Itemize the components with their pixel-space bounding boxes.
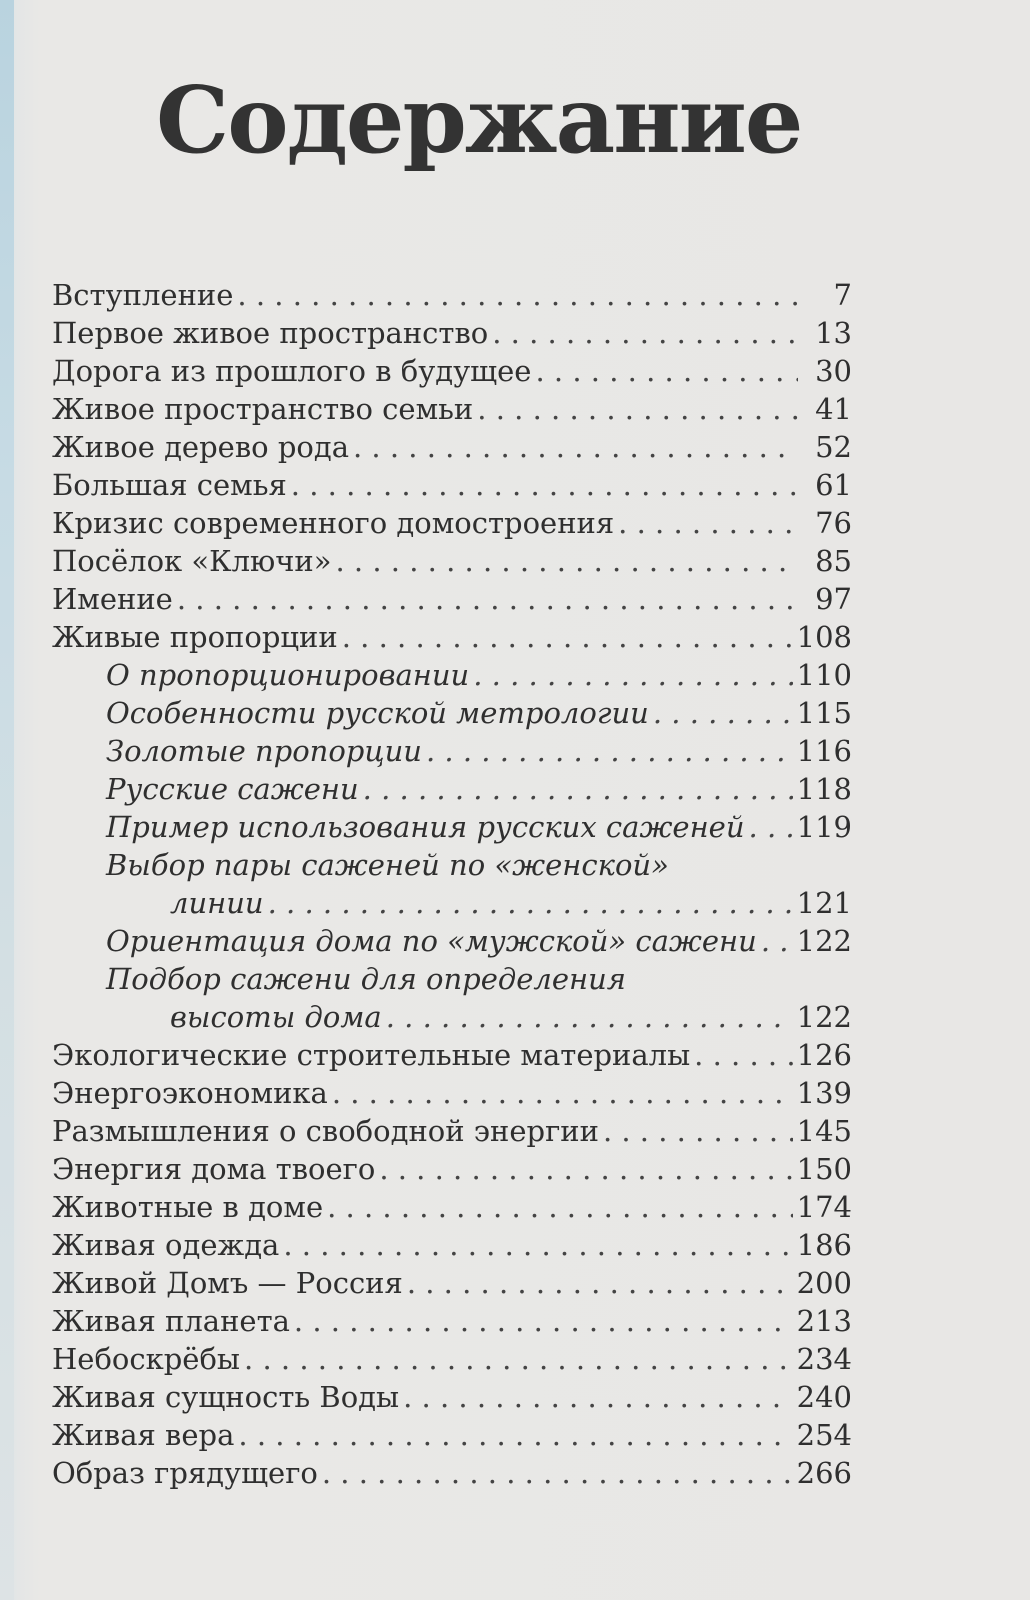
toc-entry-title: Энергоэкономика bbox=[52, 1076, 328, 1110]
toc-entry-title: Имение bbox=[52, 582, 173, 616]
toc-entry bbox=[52, 1416, 852, 1454]
toc-entry-page: 85 bbox=[815, 544, 852, 578]
dot-leader bbox=[407, 1264, 793, 1302]
toc-entry bbox=[52, 1112, 852, 1150]
dot-leader bbox=[603, 1112, 793, 1150]
toc-entry-title: Экологические строительные материалы bbox=[52, 1038, 691, 1072]
toc-entry-page: 13 bbox=[815, 316, 852, 350]
toc-entry-title: Живая одежда bbox=[52, 1228, 280, 1262]
dot-leader bbox=[335, 542, 798, 580]
toc-subentry-continuation bbox=[52, 884, 852, 922]
toc-entry bbox=[52, 1074, 852, 1112]
toc-entry-title: Небоскрёбы bbox=[52, 1342, 241, 1376]
toc-entry bbox=[52, 390, 852, 428]
dot-leader bbox=[322, 1454, 793, 1492]
toc-entry bbox=[52, 1302, 852, 1340]
toc-subentry bbox=[52, 922, 852, 960]
dot-leader bbox=[473, 656, 792, 694]
toc-subentry-page: 122 bbox=[796, 1000, 852, 1034]
toc-entry-page: 174 bbox=[796, 1190, 852, 1224]
toc-entry-title: Живая сущность Воды bbox=[52, 1380, 400, 1414]
toc-entry-title: Размышления о свободной энергии bbox=[52, 1114, 599, 1148]
toc-entry-title: Энергия дома твоего bbox=[52, 1152, 376, 1186]
toc-entry-page: 126 bbox=[796, 1038, 852, 1072]
toc-subentry-page: 116 bbox=[796, 734, 852, 768]
page-edge bbox=[0, 0, 14, 1600]
toc-entry-page: 186 bbox=[796, 1228, 852, 1262]
toc-entry-page: 97 bbox=[815, 582, 852, 616]
dot-leader bbox=[294, 1302, 793, 1340]
dot-leader bbox=[363, 770, 793, 808]
toc-entry-title: Живая планета bbox=[52, 1304, 290, 1338]
dot-leader bbox=[327, 1188, 793, 1226]
toc-entry-title: Живые пропорции bbox=[52, 620, 338, 654]
dot-leader bbox=[653, 694, 793, 732]
toc-entry bbox=[52, 580, 852, 618]
toc-subentry bbox=[52, 694, 852, 732]
toc-subentry-title: О пропорционировании bbox=[106, 658, 470, 692]
toc-entry-page: 7 bbox=[833, 278, 852, 312]
toc-entry-title: Дорога из прошлого в будущее bbox=[52, 354, 532, 388]
toc-subentry-title-continued: высоты дома bbox=[170, 1000, 382, 1034]
toc-entry-page: 139 bbox=[796, 1076, 852, 1110]
table-of-contents bbox=[52, 276, 852, 1492]
toc-entry bbox=[52, 352, 852, 390]
toc-entry-page: 108 bbox=[796, 620, 852, 654]
toc-entry-page: 145 bbox=[796, 1114, 852, 1148]
toc-subentry-first-line bbox=[52, 960, 852, 998]
toc-subentry-title: Пример использования русских саженей bbox=[106, 810, 745, 844]
toc-entry-page: 41 bbox=[815, 392, 852, 426]
toc-entry-page: 266 bbox=[796, 1456, 852, 1490]
toc-subentry-page: 110 bbox=[796, 658, 852, 692]
toc-entry bbox=[52, 1340, 852, 1378]
dot-leader bbox=[761, 922, 793, 960]
page-title: Содержание bbox=[156, 66, 802, 174]
toc-subentry-first-line bbox=[52, 846, 852, 884]
toc-entry bbox=[52, 618, 852, 656]
toc-entry bbox=[52, 1454, 852, 1492]
dot-leader bbox=[749, 808, 793, 846]
toc-entry-title: Живое дерево рода bbox=[52, 430, 349, 464]
toc-subentry-title: Золотые пропорции bbox=[106, 734, 422, 768]
dot-leader bbox=[342, 618, 793, 656]
dot-leader bbox=[379, 1150, 792, 1188]
toc-entry-page: 200 bbox=[796, 1266, 852, 1300]
toc-subentry-continuation bbox=[52, 998, 852, 1036]
toc-subentry-page: 118 bbox=[796, 772, 852, 806]
dot-leader bbox=[353, 428, 798, 466]
toc-entry-page: 52 bbox=[815, 430, 852, 464]
toc-entry-title: Образ грядущего bbox=[52, 1456, 318, 1490]
toc-entry bbox=[52, 1378, 852, 1416]
toc-subentry bbox=[52, 770, 852, 808]
toc-entry-page: 30 bbox=[815, 354, 852, 388]
toc-subentry bbox=[52, 808, 852, 846]
toc-subentry-title: Особенности русской метрологии bbox=[106, 696, 649, 730]
dot-leader bbox=[268, 884, 793, 922]
dot-leader bbox=[291, 466, 798, 504]
toc-entry-page: 150 bbox=[796, 1152, 852, 1186]
toc-subentry-title-continued: линии bbox=[170, 886, 264, 920]
toc-subentry-title: Ориентация дома по «мужской» сажени bbox=[106, 924, 757, 958]
toc-subentry bbox=[52, 732, 852, 770]
toc-entry-title: Большая семья bbox=[52, 468, 287, 502]
toc-entry-title: Живой Домъ — Россия bbox=[52, 1266, 403, 1300]
toc-entry bbox=[52, 504, 852, 542]
dot-leader bbox=[237, 276, 798, 314]
toc-entry-page: 240 bbox=[796, 1380, 852, 1414]
dot-leader bbox=[244, 1340, 793, 1378]
toc-entry-title: Посёлок «Ключи» bbox=[52, 544, 332, 578]
dot-leader bbox=[694, 1036, 792, 1074]
toc-entry bbox=[52, 466, 852, 504]
toc-entry-page: 254 bbox=[796, 1418, 852, 1452]
toc-subentry-title: Выбор пары саженей по «женской» bbox=[106, 848, 669, 882]
toc-entry-title: Первое живое пространство bbox=[52, 316, 489, 350]
toc-entry bbox=[52, 1188, 852, 1226]
toc-entry-page: 213 bbox=[796, 1304, 852, 1338]
toc-subentry-title: Подбор сажени для определения bbox=[106, 962, 627, 996]
toc-entry-title: Живое пространство семьи bbox=[52, 392, 474, 426]
dot-leader bbox=[477, 390, 798, 428]
toc-entry bbox=[52, 1036, 852, 1074]
toc-entry bbox=[52, 542, 852, 580]
toc-entry bbox=[52, 276, 852, 314]
toc-entry-title: Вступление bbox=[52, 278, 234, 312]
toc-entry-page: 76 bbox=[815, 506, 852, 540]
toc-entry-page: 61 bbox=[815, 468, 852, 502]
toc-subentry-page: 115 bbox=[796, 696, 852, 730]
toc-entry-title: Живая вера bbox=[52, 1418, 235, 1452]
dot-leader bbox=[618, 504, 798, 542]
toc-entry bbox=[52, 314, 852, 352]
dot-leader bbox=[177, 580, 798, 618]
toc-subentry-page: 119 bbox=[796, 810, 852, 844]
toc-subentry-page: 122 bbox=[796, 924, 852, 958]
dot-leader bbox=[403, 1378, 793, 1416]
dot-leader bbox=[386, 998, 793, 1036]
dot-leader bbox=[492, 314, 798, 352]
dot-leader bbox=[332, 1074, 793, 1112]
toc-subentry bbox=[52, 656, 852, 694]
dot-leader bbox=[535, 352, 798, 390]
dot-leader bbox=[426, 732, 793, 770]
toc-entry bbox=[52, 1226, 852, 1264]
toc-entry-title: Кризис современного домостроения bbox=[52, 506, 615, 540]
toc-entry-page: 234 bbox=[796, 1342, 852, 1376]
toc-entry-title: Животные в доме bbox=[52, 1190, 324, 1224]
dot-leader bbox=[238, 1416, 792, 1454]
toc-entry bbox=[52, 1264, 852, 1302]
dot-leader bbox=[283, 1226, 792, 1264]
toc-subentry-title: Русские сажени bbox=[106, 772, 359, 806]
toc-entry bbox=[52, 1150, 852, 1188]
toc-subentry-page: 121 bbox=[796, 886, 852, 920]
toc-entry bbox=[52, 428, 852, 466]
